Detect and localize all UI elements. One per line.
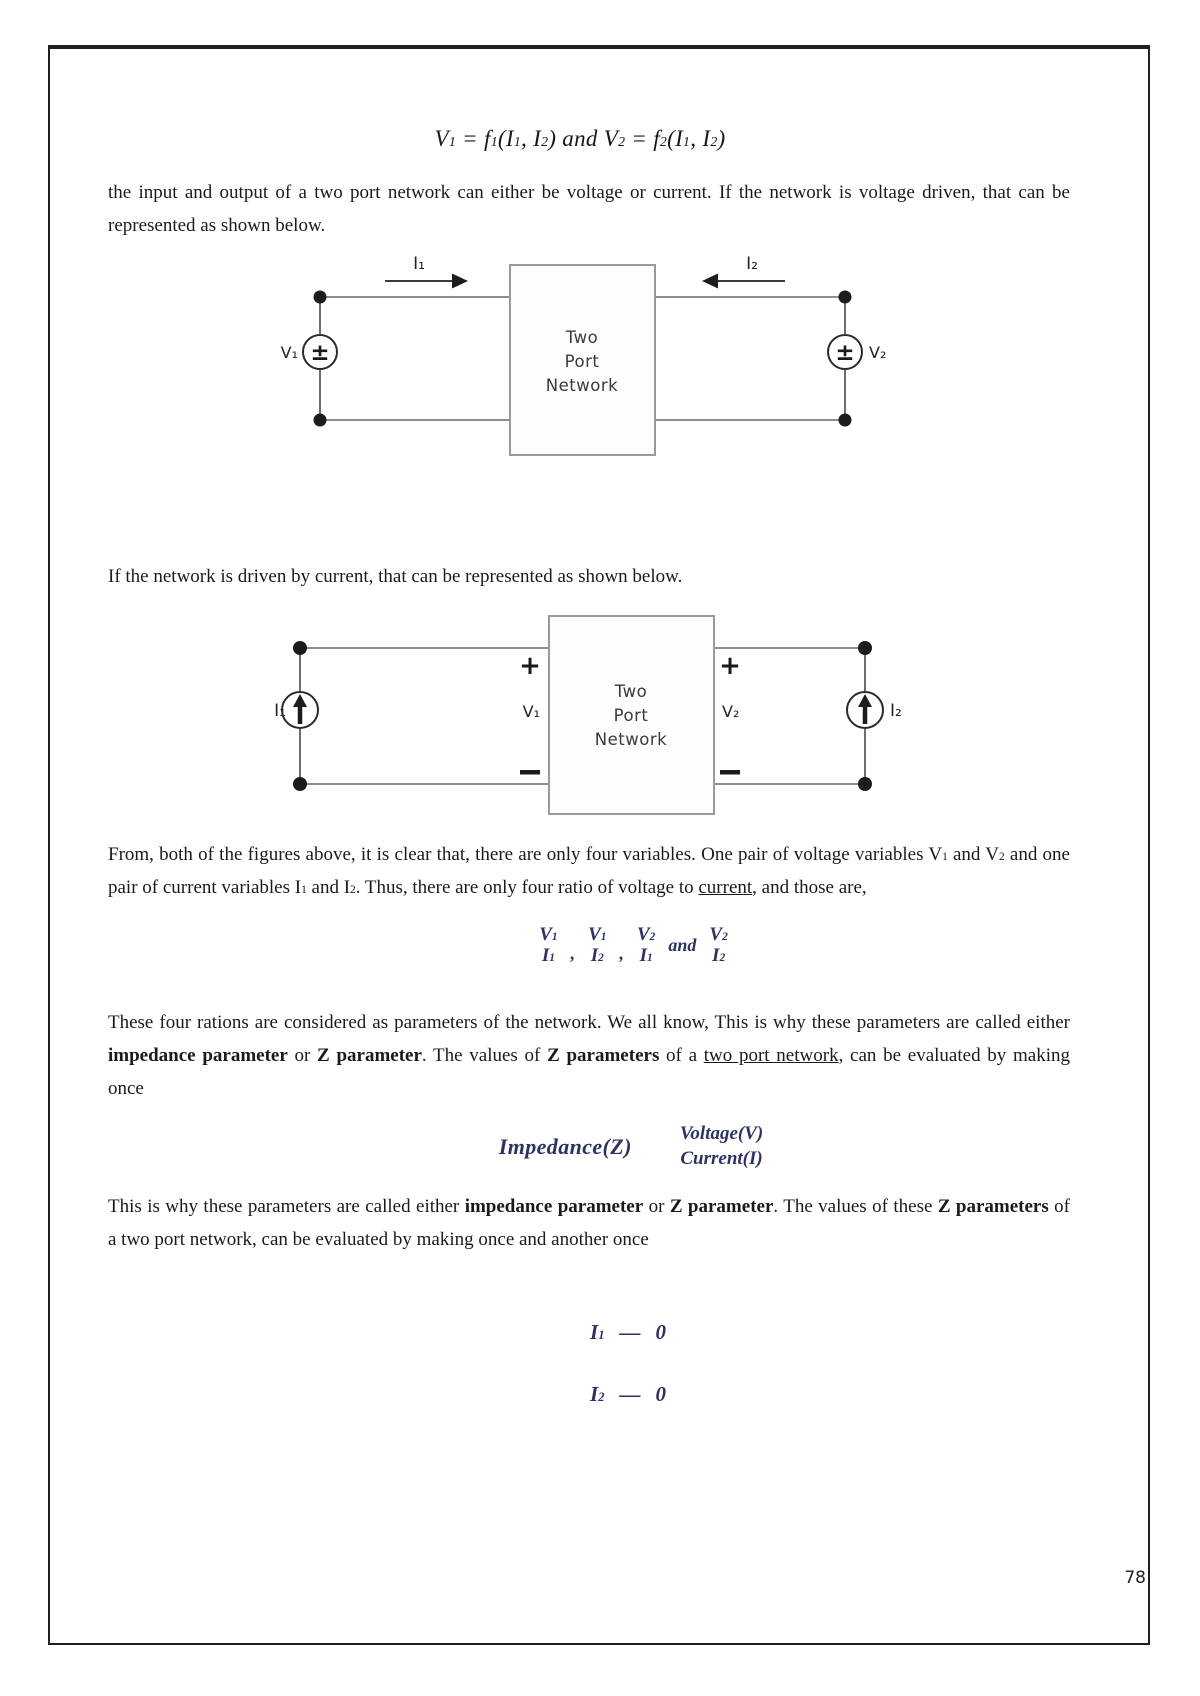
why-text-2: or [643, 1196, 670, 1217]
paragraph-current-intro-text: If the network is driven by current, that can be represented as shown below. [108, 566, 683, 587]
voltage-driven-diagram [272, 250, 892, 478]
ratio-formula [0, 924, 1200, 967]
numerator: $V_1$ [588, 924, 607, 945]
label-i1: I₁ [274, 701, 286, 721]
box-line-2: Port [564, 352, 600, 371]
numerator: $V_2$ [709, 924, 728, 945]
current-source-right-icon [847, 692, 883, 728]
paragraph-four-variables [108, 838, 1070, 904]
rations-text-2: or [287, 1045, 318, 1066]
box-line-1: Two [614, 682, 648, 701]
fraction-v2-i2 [709, 924, 727, 967]
and-word: and [668, 934, 697, 955]
denominator: $I_2$ [590, 945, 604, 967]
why-text-4: of a two port network, can be evaluated by making once and another once [108, 1196, 1071, 1250]
label-v2: V₂ [869, 343, 887, 362]
equation-operator: — [619, 1382, 641, 1406]
rations-text-5: , can be evaluated by making once [108, 1045, 1070, 1099]
equation-rhs: 0 [655, 1382, 666, 1406]
minus-sign-right [720, 770, 740, 775]
label-i2: I₂ [746, 254, 758, 274]
box-line-3: Network [545, 376, 619, 395]
four-variables-text: From, both of the figures above, it is clear that, there are only four variables. One pair of voltage variables $V_1$ and $V_2$ and one pair of current variables $I_1$ and $I_2$. Thus, there are only four ratio of voltage to [108, 844, 1070, 898]
current-source-left-icon [282, 692, 318, 728]
bold-z-parameter: Z parameter [669, 1196, 774, 1217]
minus-sign-left [520, 770, 540, 775]
paragraph-current-intro [108, 560, 1070, 593]
bold-z-parameter: Z parameter [317, 1045, 422, 1066]
paragraph-rations [108, 1006, 1070, 1105]
box-line-3: Network [594, 730, 668, 749]
why-text-3: . The values of these [773, 1196, 938, 1217]
box-line-1: Two [565, 328, 599, 347]
current-driven-diagram [262, 606, 922, 834]
rations-text-1: These four rations are considered as parameters of the network. We all know, This is why these parameters are called either [108, 1012, 1070, 1033]
numerator: $V_1$ [539, 924, 558, 945]
numerator: $V_2$ [636, 924, 656, 945]
label-v1: V₁ [522, 702, 540, 721]
current-arrowhead-i2 [702, 274, 718, 289]
rations-text-4: of a [659, 1045, 704, 1066]
fraction-v1-i1 [539, 924, 557, 967]
label-i2: I₂ [890, 701, 902, 721]
current-arrowhead-i1 [452, 274, 468, 289]
bold-z-parameters: Z parameters [937, 1196, 1049, 1217]
equation-lhs: $I_2$ [590, 1382, 605, 1406]
bold-impedance-parameter: impedance parameter [108, 1045, 288, 1066]
label-v1: V₁ [280, 343, 298, 362]
paragraph-intro [108, 176, 1070, 242]
box-line-2: Port [613, 706, 649, 725]
formula-functions [0, 126, 1200, 152]
page-number: 78 [1124, 1568, 1146, 1588]
denominator: $I_1$ [541, 945, 555, 967]
paragraph-intro-text: the input and output of a two port network can either be voltage or current. If the network is voltage driven, that can be represented as shown below. [108, 182, 1070, 236]
plus-sign-left: + [519, 651, 541, 681]
equation-rhs: 0 [655, 1320, 666, 1344]
underline-two-port-network: two port network [703, 1045, 839, 1066]
fraction-v1-i2 [588, 924, 606, 967]
denominator: Current(I) [680, 1147, 763, 1169]
underline-current: current [698, 877, 753, 898]
label-i1: I₁ [413, 254, 425, 274]
plus-sign-right: + [719, 651, 741, 681]
label-v2: V₂ [722, 702, 740, 721]
impedance-formula [0, 1122, 1200, 1171]
comma-separator: , [570, 942, 576, 963]
why-text-1: This is why these parameters are called either [108, 1196, 465, 1217]
equation-i2-zero [0, 1382, 1200, 1407]
impedance-lhs: Impedance(Z) [498, 1133, 632, 1159]
equation-i1-zero [0, 1320, 1200, 1345]
equation-lhs: $I_1$ [590, 1320, 605, 1344]
four-variables-tail: , and those are, [752, 877, 867, 898]
voltage-current-fraction [680, 1122, 763, 1171]
bold-impedance-parameter: impedance parameter [464, 1196, 644, 1217]
fraction-v2-i1 [637, 924, 655, 967]
numerator: Voltage(V) [679, 1123, 764, 1144]
plus-minus-symbol-left: ± [310, 340, 330, 366]
paragraph-why [108, 1190, 1070, 1256]
bold-z-parameters: Z parameters [547, 1045, 660, 1066]
rations-text-3: . The values of [421, 1045, 548, 1066]
denominator: $I_1$ [639, 945, 653, 967]
formula-functions-text: $V_1 = f_1(I_1$, $I_2$) and $V_2 = f_2(I_1$, $I_2$) [434, 126, 726, 151]
plus-minus-symbol-right: ± [835, 340, 855, 366]
comma-separator: , [619, 942, 624, 963]
equation-operator: — [619, 1320, 641, 1344]
denominator: $I_2$ [712, 945, 726, 967]
